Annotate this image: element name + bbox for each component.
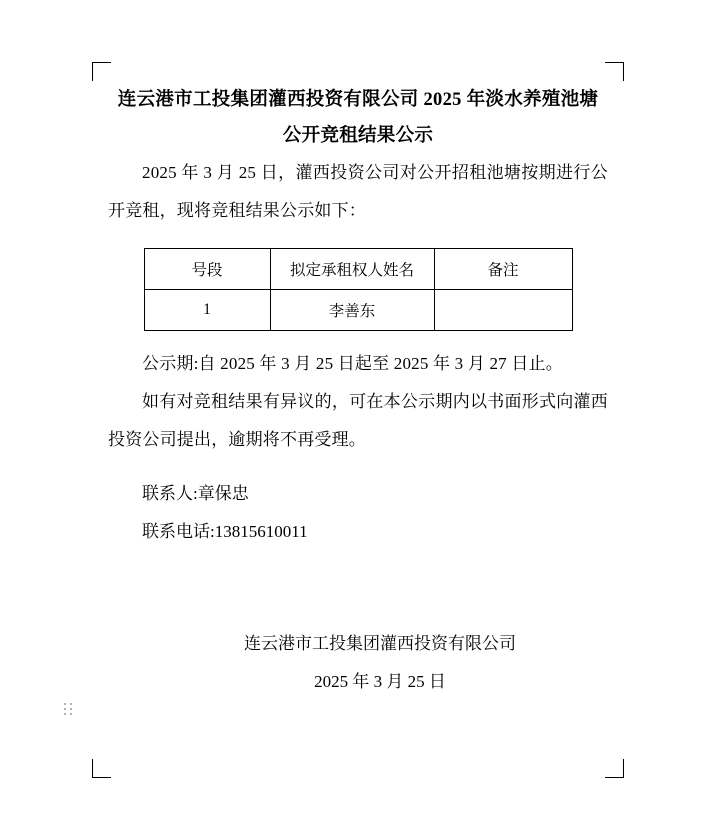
table-header-lessee-name: 拟定承租权人姓名: [270, 249, 434, 290]
cell-remark: [434, 290, 572, 331]
paragraph-objection: 如有对竞租结果有异议的，可在本公示期内以书面形式向灌西投资公司提出，逾期将不再受理。: [108, 392, 608, 449]
signature-date: 2025 年 3 月 25 日: [314, 672, 446, 691]
paragraph-intro: 2025 年 3 月 25 日，灌西投资公司对公开招租池塘按期进行公开竞租，现将竞租结果公示如下：: [108, 163, 608, 220]
cell-lessee-name: 李善东: [270, 290, 434, 331]
title-line-1: 连云港市工投集团灌西投资有限公司 2025 年淡水养殖池塘: [117, 90, 599, 110]
crop-mark-bottom-left: [92, 759, 111, 778]
table-header-remark: 备注: [434, 249, 572, 290]
drag-handle-icon[interactable]: [64, 703, 76, 717]
table-body: [144, 290, 572, 331]
contact-phone: 联系电话:13815610011: [142, 522, 308, 541]
contact-person: 联系人:章保忠: [142, 484, 249, 503]
crop-mark-top-right: [605, 62, 624, 81]
paragraph-publicity-period: 公示期:自 2025 年 3 月 25 日起至 2025 年 3 月 27 日止。: [142, 354, 563, 373]
table-header-row: [144, 249, 572, 290]
contact-block: [108, 475, 608, 551]
signature-organization: 连云港市工投集团灌西投资有限公司: [244, 634, 516, 653]
page-title: [108, 82, 608, 154]
crop-mark-bottom-right: [605, 759, 624, 778]
result-table: [144, 248, 573, 331]
document-content: [108, 82, 608, 701]
cell-segment: 1: [144, 290, 270, 331]
signature-block: [108, 625, 608, 701]
crop-mark-top-left: [92, 62, 111, 81]
table-header-segment: 号段: [144, 249, 270, 290]
table-head: [144, 249, 572, 290]
title-line-2: 公开竞租结果公示: [282, 126, 434, 146]
table-row: [144, 290, 572, 331]
